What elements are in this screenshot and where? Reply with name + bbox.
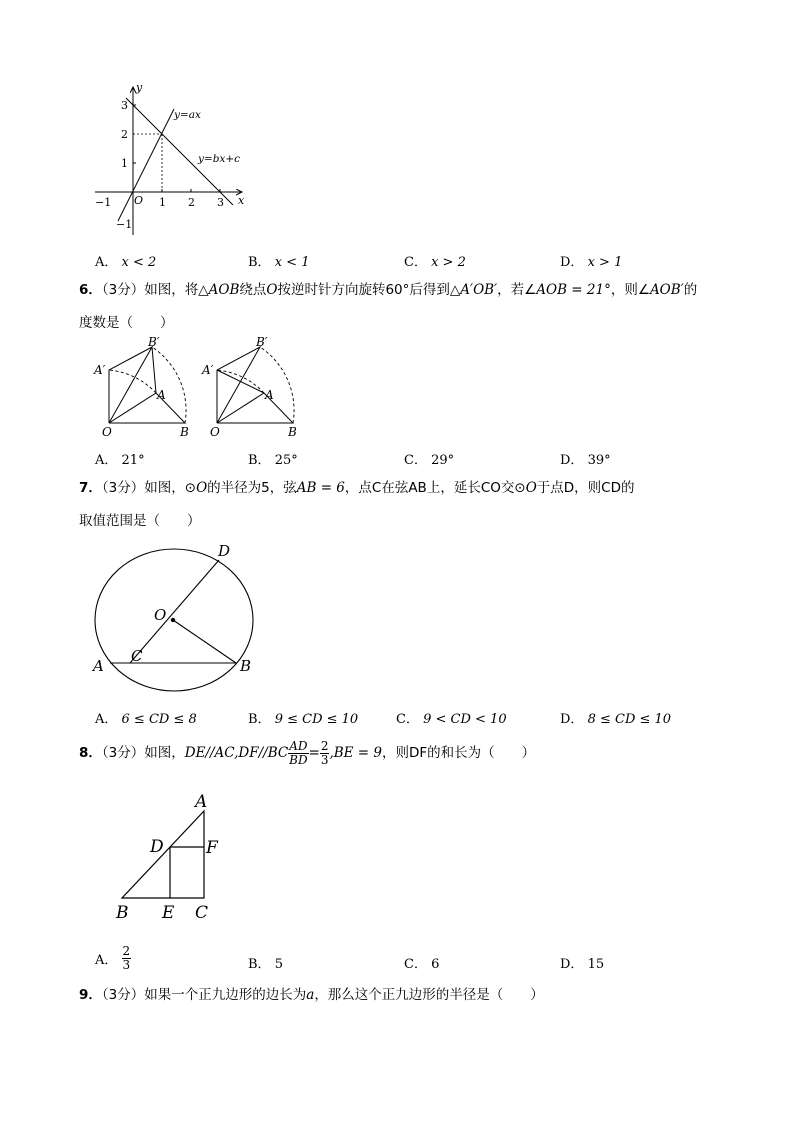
svg-text:A′: A′ <box>202 363 214 377</box>
label-y-bx-c: y=bx+c <box>198 153 241 165</box>
q7-option-a[interactable]: A． 6 ≤ CD ≤ 8 <box>95 712 197 727</box>
q5-option-d[interactable]: D． x > 1 <box>560 255 623 270</box>
q6-figure-left <box>92 333 202 441</box>
tick-x-3: 3 <box>217 196 224 209</box>
tick-x-1: 1 <box>159 196 166 209</box>
q5-option-c[interactable]: C． x > 2 <box>404 255 466 270</box>
svg-text:E: E <box>162 903 175 923</box>
q6-stem: 6．（3分）如图，将△AOB绕点O按逆时针方向旋转60°后得到△A′OB′，若∠AOB = 21°，则∠AOB′的 <box>79 282 698 298</box>
q7-option-c[interactable]: C． 9 < CD < 10 <box>396 712 507 727</box>
q8-fraction-ad-bd: $\frac{AD}{BD}$ <box>289 738 308 767</box>
svg-text:B: B <box>180 425 189 439</box>
svg-text:O: O <box>102 425 112 439</box>
q6-option-b[interactable]: B． 25° <box>248 453 298 468</box>
q7-figure <box>88 538 268 698</box>
q7-stem: 7．（3分）如图，⊙O的半径为5，弦AB = 6，点C在弦AB上，延长CO交⊙O于点D，则CD的 <box>79 480 635 496</box>
svg-text:O: O <box>210 425 220 439</box>
svg-text:B: B <box>240 657 252 675</box>
svg-text:A: A <box>157 388 166 402</box>
q8-option-a[interactable]: A． $\frac{2}{3}$ <box>95 944 131 972</box>
svg-text:C: C <box>195 903 209 923</box>
label-y-ax: y=ax <box>174 109 201 121</box>
svg-text:A: A <box>93 657 104 675</box>
q9-stem: 9．（3分）如果一个正九边形的边长为a，那么这个正九边形的半径是（ ） <box>79 987 544 1003</box>
tick-x-origin: O <box>134 194 144 207</box>
svg-text:C: C <box>131 647 143 665</box>
q8-option-b[interactable]: B． 5 <box>248 957 283 972</box>
svg-text:B′: B′ <box>148 335 160 349</box>
q6-option-d[interactable]: D． 39° <box>560 453 611 468</box>
tick-y-2: 2 <box>121 128 128 141</box>
q5-graph <box>90 80 260 240</box>
q8-option-c[interactable]: C． 6 <box>404 957 440 972</box>
x-axis-label: x <box>238 194 245 207</box>
q8-stem: 8．（3分）如图，DE//AC,DF//BC $\frac{AD}{BD}$ = $\frac{2}{3}$ ,BE = 9，则DF的和长为（ ） <box>79 738 536 767</box>
q5-option-b[interactable]: B． x < 1 <box>248 255 310 270</box>
q8-fraction-2-3: $\frac{2}{3}$ <box>320 738 329 767</box>
y-axis-label: y <box>136 81 143 94</box>
q6-option-c[interactable]: C． 29° <box>404 453 455 468</box>
svg-text:O: O <box>154 606 167 624</box>
svg-text:D: D <box>218 542 231 560</box>
svg-text:F: F <box>206 838 218 858</box>
svg-text:A′: A′ <box>94 363 106 377</box>
q8-figure <box>108 786 228 926</box>
radius-ob <box>173 620 236 663</box>
q7-stem-line2: 取值范围是（ ） <box>79 513 201 529</box>
line-cd <box>130 560 219 663</box>
q6-option-a[interactable]: A． 21° <box>95 453 145 468</box>
q5-option-a[interactable]: A． x < 2 <box>95 255 157 270</box>
tick-y-neg1: −1 <box>116 218 133 231</box>
svg-text:B′: B′ <box>256 335 268 349</box>
q6-figure-right <box>198 333 308 441</box>
svg-text:A: A <box>265 388 274 402</box>
svg-text:D: D <box>150 837 164 857</box>
svg-text:B: B <box>116 903 129 923</box>
svg-text:B: B <box>288 425 297 439</box>
q6-stem-line2: 度数是（ ） <box>79 315 174 331</box>
tick-x-2: 2 <box>188 196 195 209</box>
tick-y-3: 3 <box>121 99 128 112</box>
tick-x-neg1: −1 <box>95 196 112 209</box>
q7-option-b[interactable]: B． 9 ≤ CD ≤ 10 <box>248 712 359 727</box>
tick-y-1: 1 <box>121 157 128 170</box>
svg-text:A: A <box>195 792 208 812</box>
q8-option-d[interactable]: D． 15 <box>560 957 605 972</box>
q7-option-d[interactable]: D． 8 ≤ CD ≤ 10 <box>560 712 672 727</box>
